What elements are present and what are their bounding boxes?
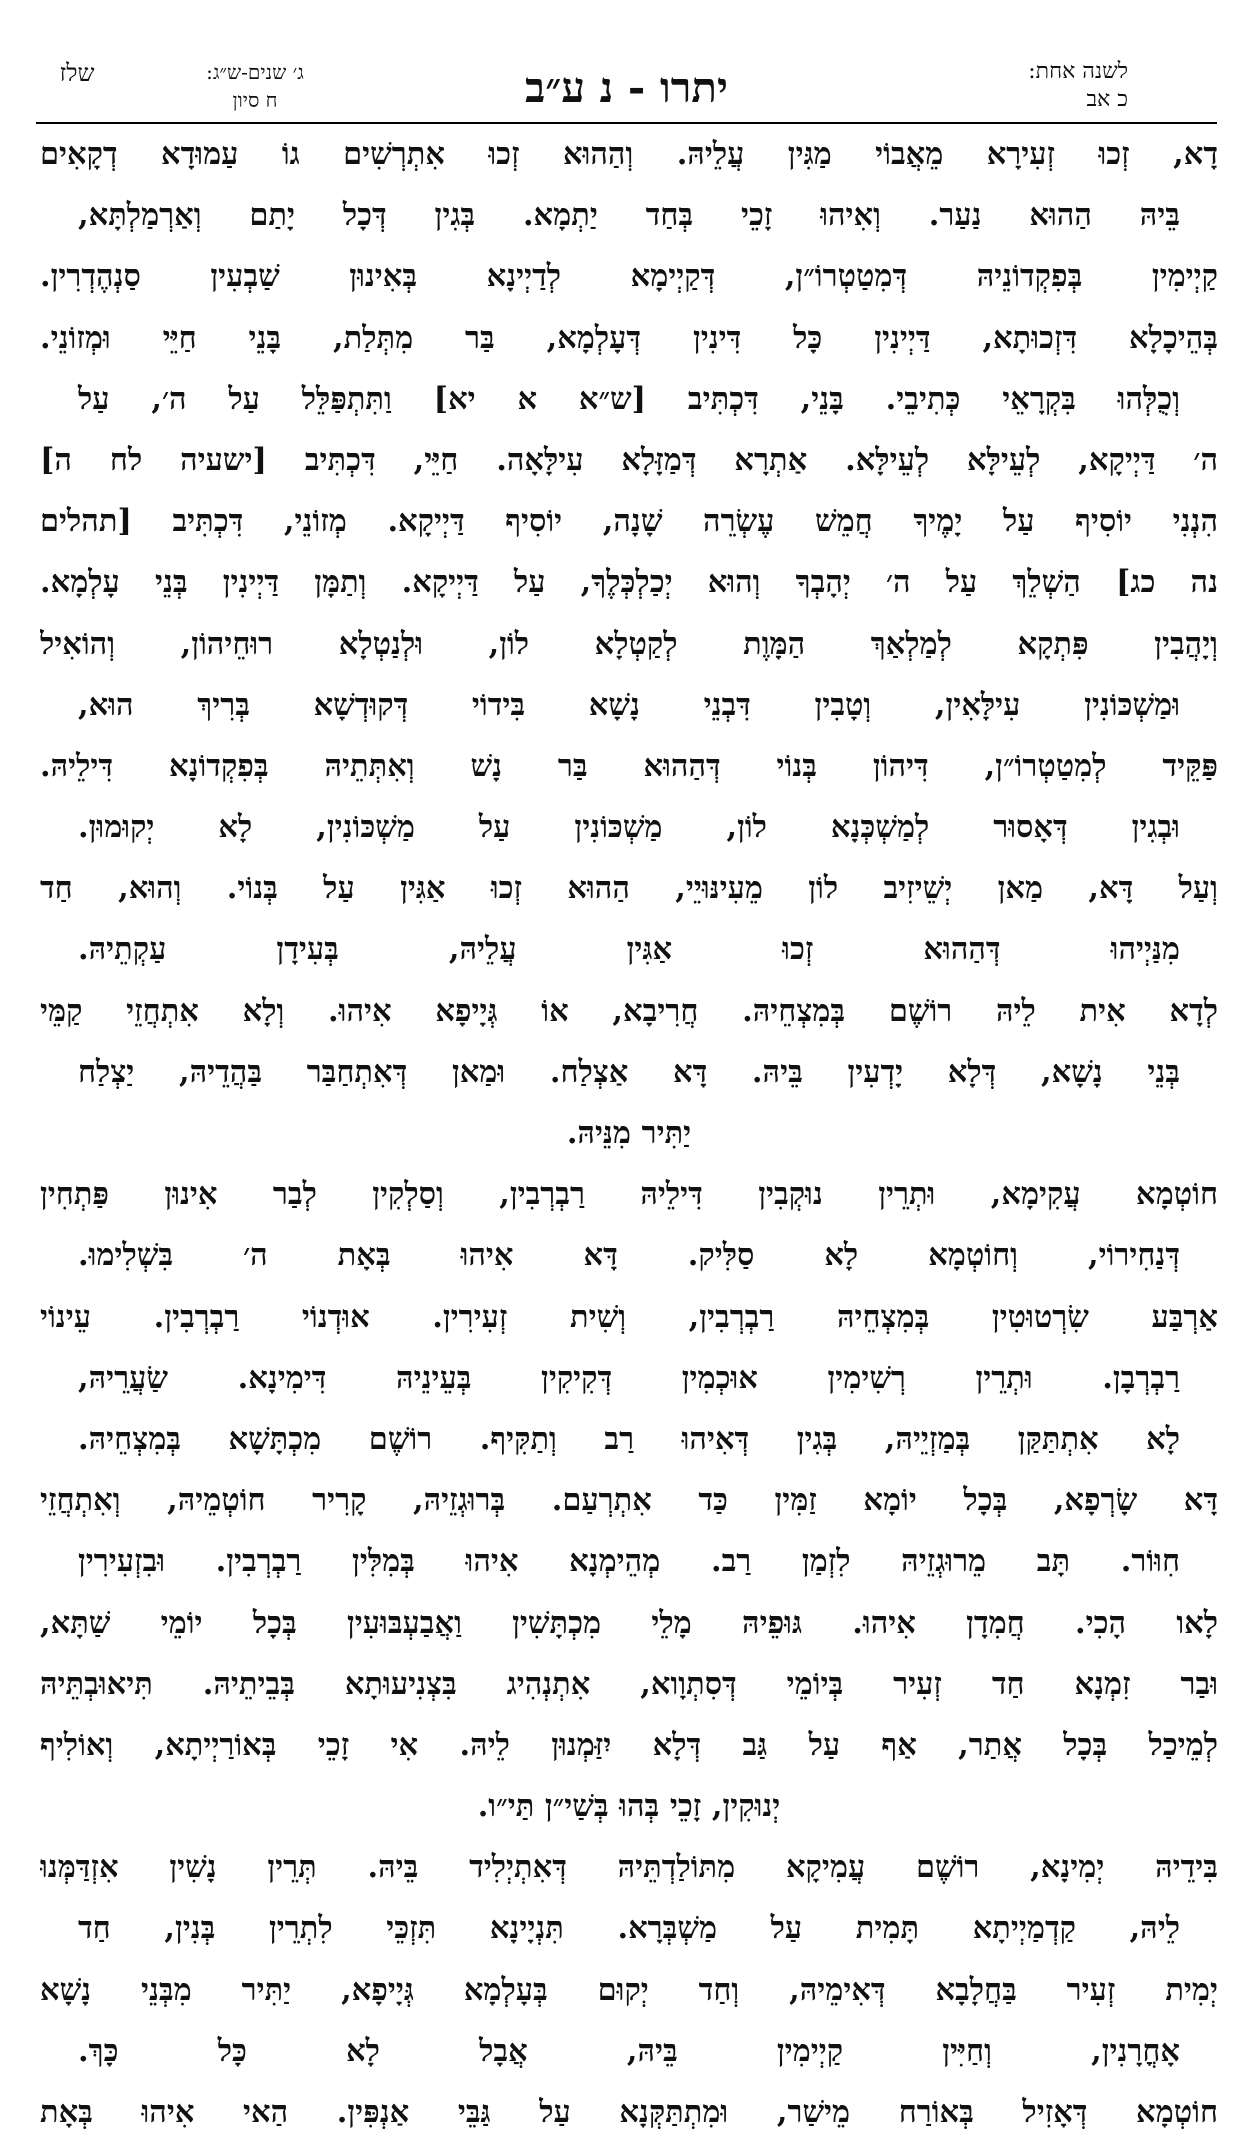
page-number-text: שלז <box>59 59 95 87</box>
study-schedule-label-alt: ג׳ שנים-ש״ג: <box>206 60 304 84</box>
text-line: לְדָא אִית לֵיהּ רוֹשֶׁם בְּמִצְחֵיהּ. חֲרִיבָא, אוֹ גְּיָיפָא אִיהוּ. וְלָא אִתְחֲזֵי קַמֵּי <box>40 992 1218 1029</box>
text-line: רַבְרְבָן. וּתְרֵין רְשִׁימִין אוּכְמִין דְּקִיקִין בְּעֵינֵיהּ דִּימִינָא. שַׂעֲרֵיהּ, <box>78 1359 1180 1396</box>
text-line: מִנַּיְיהוּ דְּהַהוּא זְכוּ אַגִּין עֲלֵיהּ, בְּעִידָן עַקְתֵיהּ. <box>78 931 1180 968</box>
text-line: דָּא שָׂרְפָא, בְּכָל יוֹמָא זַמִּין כַּד אִתְרְעַם. בְּרוּגְזֵיהּ, קָרִיר חוֹטְמֵיהּ, וְאִתְחֲזֵי <box>40 1482 1218 1519</box>
text-line: הִנְנִי יוֹסִיף עַל יָמֶיךָ חֲמֵשׁ עֶשְׂרֵה שָׁנָה, יוֹסִיף דַּיְיקָא. מְזוֹנֵי, דִּכְתִּיב [תהלים <box>40 503 1218 540</box>
text-line: לְמֵיכַל בְּכָל אֲתַר, אַף עַל גַּב דְּלָא יִזַּמְנוּן לֵיהּ. אִי זָכֵי בְּאוֹרַיְיתָא, וְאוֹלִיף <box>40 1726 1218 1763</box>
text-line: דָא, זְכוּ זְעִירָא מֵאֲבוֹי מַגִּין עֲלֵיהּ. וְהַהוּא זְכוּ אִתְרְשִׁים גוֹ עַמוּדָא דְקָאִים <box>40 136 1218 172</box>
text-line: יַתִּיר מִנֵּיהּ. <box>566 1115 692 1151</box>
text-line: נה כג] הַשְׁלֵךְ עַל ה׳ יְהָבְךָ וְהוּא יְכַלְכְּלֶךָ, עַל דַּיְיקָא. וְתַמָּן דַּיְינִין בְּנֵי עָלְמָא. <box>40 564 1218 601</box>
text-line: בְּהֵיכָלָא דִּזְכוּתָא, דַּיְינִין כָּל דִּינִין דְּעָלְמָא, בַּר מִתְּלַת, בָּנֵי חַיֵּי וּמְזוֹנֵי. <box>40 319 1218 356</box>
text-line: יְמִית זְעִיר בַּחֲלָבָא דְּאִימֵיהּ, וְחַד יְקוּם בְּעָלְמָא גְּיָיפָא, יַתִּיר מִבְּנֵי נָשָׁא <box>40 1971 1218 2008</box>
text-line: וּמַשְׁכּוֹנִין עִילָּאִין, וְטָבִין דִּבְנֵי נָשָׁא בִּידוֹי דְּקוּדְשָׁא בְּרִיךְ הוּא, <box>78 686 1180 723</box>
page-number <box>42 58 112 128</box>
study-schedule-label: לשנה אחת: <box>1028 59 1128 84</box>
text-line: אַרְבַּע שִׂרְטוּטִין בְּמִצְחֵיהּ רַבְרְבִין, וְשִׁית זְעִירִין. אוּדְנוֹי רַבְרְבִין. עֵינוֹי <box>40 1298 1218 1335</box>
text-line: וּבְגִין דְּאָסוּר לְמַשְׁכְּנָא לוֹן, מַשְׁכּוֹנִין עַל מַשְׁכּוֹנִין, לָא יְקוּמוּן. <box>78 809 1180 846</box>
text-line: אָחֳרָנִין, וְחַיִּין קַיְימִין בֵּיהּ, אֲבָל לָא כָּל כָּךְ. <box>78 2032 1180 2069</box>
text-line: בִּידֵיהּ יְמִינָא, רוֹשֶׁם עֲמִיקָא מִתּוֹלַדְתֵּיהּ דְּאִתְיְלִיד בֵּיהּ. תְּרֵין נָשִׁין אִזְדַּמְּנוּ <box>40 1849 1218 1886</box>
text-line: לָאו הָכִי. חֲמִדָן אִיהוּ. גּוּפֵיהּ מָלֵי מִכְתָּשִׁין וַאֲבַעְבּוּעִין בְּכָל יוֹמֵי שַׁתָּא, <box>40 1604 1218 1641</box>
text-line: בְּנֵי נָשָׁא, דְּלָא יָדְעִין בֵּיהּ. דָּא אַצְלַח. וּמַאן דְּאִתְחַבַּר בַּהֲדֵיהּ, יַצְלַח <box>78 1053 1180 1090</box>
text-line: לָא אִתְתַּקַּן בְּמַזְיֵיהּ, בְּגִין דְּאִיהוּ רַב וְתַקִּיף. רוֹשֶׁם מִכְתָּשָׁא בְּמִצְחֵיהּ. <box>78 1420 1180 1457</box>
text-line: קַיְימִין בְּפִקְדוֹנֵיהּ דְּמִטַטְרוֹ״ן, דְּקַיְימָא לְדַיְינָא בְּאִינוּן שַׁבְעִין סַנְהֶדְרִין. <box>40 258 1218 295</box>
text-line: וְכֻלְּהוּ בִּקְרָאֵי כְּתִיבֵי. בָּנֵי, דִּכְתִּיב [ש״א א יא] וַתִּתְפַּלֵּל עַל ה׳, עַל <box>78 380 1180 417</box>
page-title: יתרו - נ ע״ב <box>525 63 728 112</box>
text-line: וְעַל דָּא, מַאן יְשֵׁיזִיב לוֹן מֵעִינּוּיֵי, הַהוּא זְכוּ אַגִּין עַל בְּנוֹי. וְהוּא, חַד <box>40 870 1218 907</box>
study-schedule-date: כ אב <box>1086 87 1128 112</box>
text-line: יְנוּקִין, זָכֵי בְּהוּ בְּשַׁי״ן תַּי״ו. <box>477 1788 781 1825</box>
text-line: וְיָהֲבִין פִּתְקָא לְמַלְאַךְ הַמָּוֶת לְקַטְלָא לוֹן, וּלְנַטְלָא רוּחֵיהוֹן, וְהוֹאִיל <box>40 625 1218 662</box>
text-line: חוֹטְמָא עֲקִימָא, וּתְרֵין נוּקְבִין דִּילֵיהּ רַבְרְבִין, וְסַלְקִין לְבַר אִינוּן פַּתְחִין <box>40 1176 1218 1213</box>
text-line: פַּקֵּיד לְמִטַטְרוֹ״ן, דִּיהוֹן בְּנוֹי דְּהַהוּא בַּר נָשׁ וְאִתְּתֵיהּ בְּפִקְדוֹנָא דִּילֵיהּ. <box>40 747 1218 784</box>
study-schedule-date-alt: ח סיון <box>232 88 278 112</box>
text-line: חִוּוֹר. תָּב מֵרוּגְזֵיהּ לִזְמַן רַב. מְהֵימְנָא אִיהוּ בְּמִלִּין רַבְרְבִין. וּבִזְעִירִין <box>78 1543 1180 1580</box>
text-line: בֵּיהּ הַהוּא נַעַר. וְאִיהוּ זָכֵי בְּחַד יַתְמָא. בְּגִין דְּכָל יָתַם וְאַרְמַלְתָּא, <box>78 197 1180 234</box>
text-line: ה׳ דַּיְיקָא, לְעֵילָּא לְעֵילָּא. אַתְרָא דְּמַזָּלָא עִילָּאָה. חַיֵּי, דִּכְתִּיב [ישעיה לח ה] <box>40 441 1218 478</box>
main-text <box>40 124 1218 2143</box>
header-left <box>135 58 375 128</box>
text-line: חוֹטְמָא דְּאָזִיל בְּאוֹרַח מֵישַׁר, וּמִתְתַּקְּנָא עַל גַּבֵּי אַנְפִּין. הַאי אִיהוּ בְּאָת <box>40 2094 1218 2130</box>
text-line: דְּנַחִירוֹי, וְחוֹטְמָא לָא סַלִּיק. דָּא אִיהוּ בְּאָת ה׳ בִּשְׁלִימוּ. <box>78 1237 1180 1274</box>
text-line: וּבַר זִמְנָא חַד זְעִיר בְּיוֹמֵי דְּסִתְוָוא, אִתְנְהִיג בִּצְנִיעוּתָא בְּבֵיתֵיהּ. תִּיאוּבְתֵּיהּ <box>40 1665 1218 1702</box>
text-line: לֵיהּ, קַדְמַיְיתָא תָּמִית עַל מַשְׁבְּרָא. תִּנְיָינָא תִּזְכֵּי לִתְרֵין בְּנִין, חַד <box>78 1910 1180 1947</box>
